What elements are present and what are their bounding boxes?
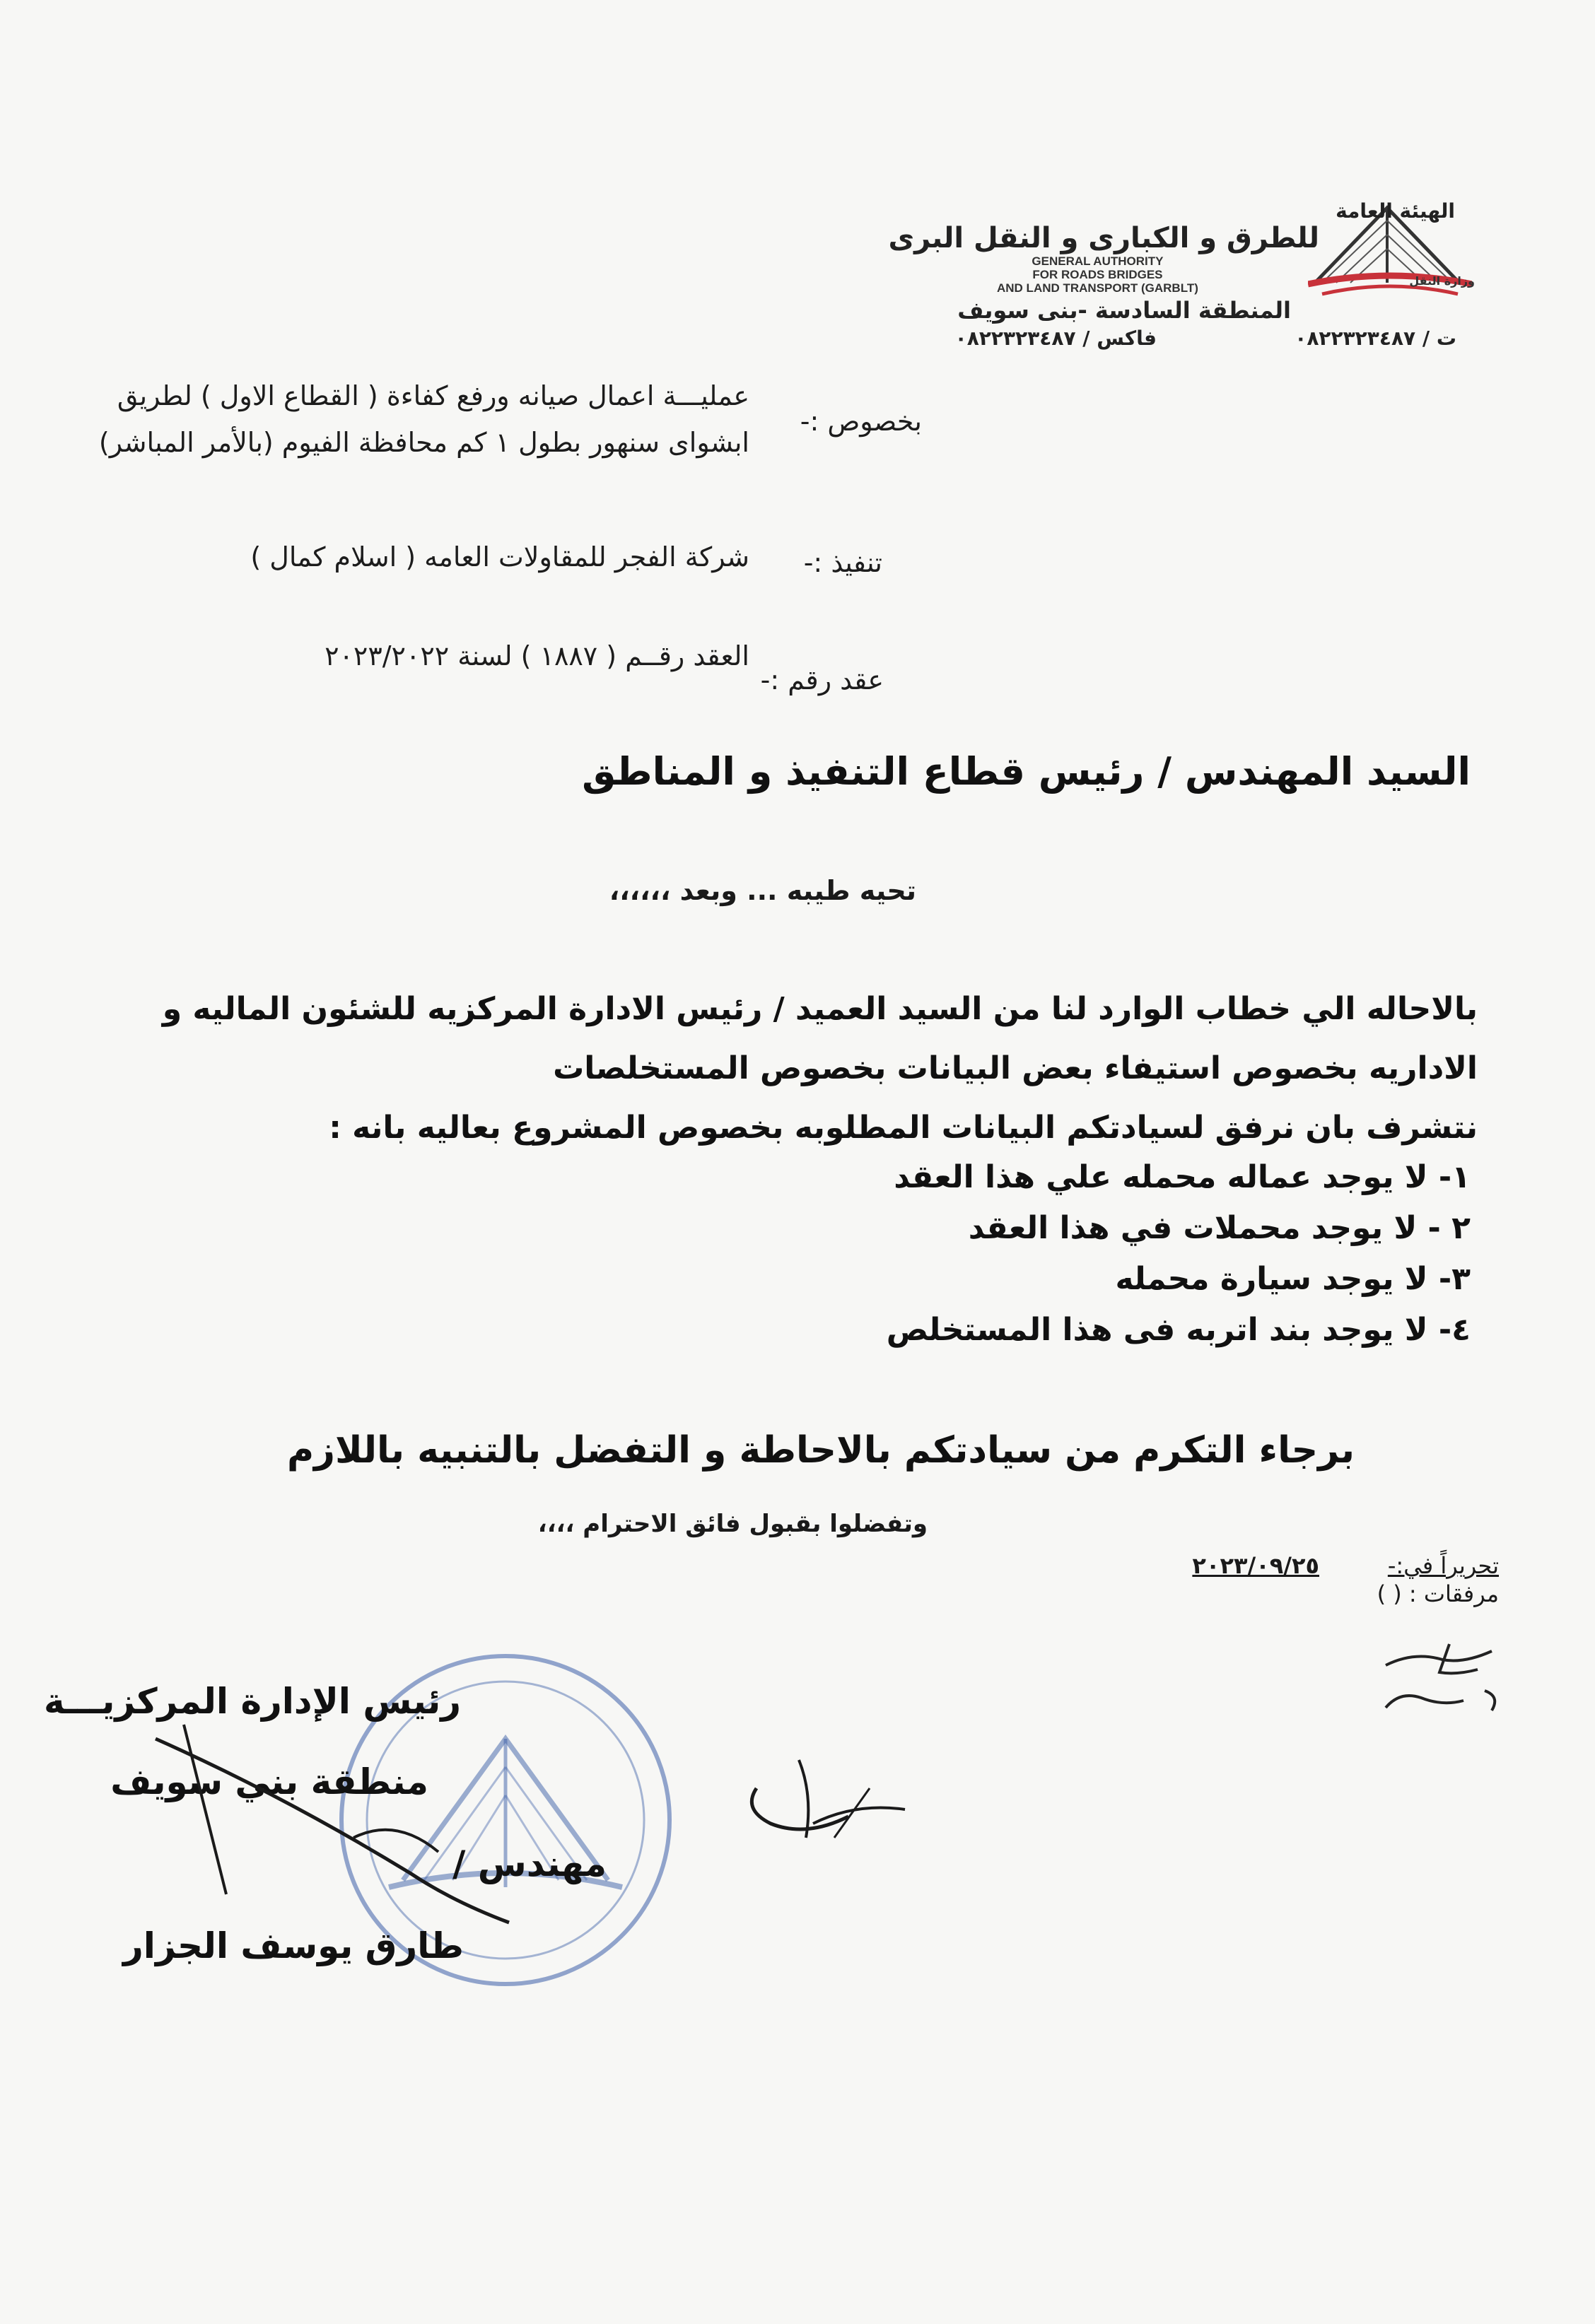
handwritten-signature-middle [728, 1746, 919, 1866]
contract-value: العقد رقــم ( ١٨٨٧ ) لسنة ٢٠٢٣/٢٠٢٢ [325, 640, 749, 671]
phone-number: ت / ٠٨٢٢٣٢٣٤٨٧ [1295, 327, 1456, 350]
authority-en-line1: GENERAL AUTHORITY [1032, 254, 1164, 268]
list-item: ٣- لا يوجد سيارة محمله [1115, 1261, 1471, 1297]
ministry-label: وزارة النقل [1409, 274, 1475, 288]
signature-name: طارق يوسف الجزار [123, 1925, 464, 1966]
paragraph-line2: الاداريه بخصوص استيفاء بعض البيانات بخصوص المستخلصات [553, 1050, 1478, 1086]
signature-title: رئيس الإدارة المركزيـــة [43, 1681, 461, 1722]
subject-line2: ابشواى سنهور بطول ١ كم محافظة الفيوم (بالأمر المباشر) [98, 427, 749, 458]
paragraph-line3: نتشرف بان نرفق لسيادتكم البيانات المطلوبه بخصوص المشروع بعاليه بانه : [329, 1110, 1478, 1146]
greeting: تحيه طيبه ... وبعد ،،،،،، [609, 875, 916, 906]
signature-engineer-label: مهندس / [452, 1843, 607, 1884]
list-item: ١- لا يوجد عماله محمله علي هذا العقد [894, 1159, 1471, 1195]
attachments-label: مرفقات : ( ) [1377, 1580, 1499, 1607]
initials-scribble [1372, 1623, 1506, 1729]
execution-value: شركة الفجر للمقاولات العامه ( اسلام كمال ) [250, 541, 749, 573]
contract-label: عقد رقم :- [760, 664, 884, 696]
authority-name-line1: الهيئة العامة [1336, 199, 1455, 223]
signature-region: منطقة بني سويف [110, 1761, 428, 1802]
salutation: السيد المهندس / رئيس قطاع التنفيذ و المناطق [582, 749, 1471, 794]
region-name: المنطقة السادسة -بنى سويف [957, 297, 1291, 324]
authority-en-line2: FOR ROADS BRIDGES [1032, 268, 1163, 281]
date-value: ٢٠٢٣/٠٩/٢٥ [1192, 1552, 1319, 1579]
date-label: تحريراً في:- [1387, 1552, 1499, 1579]
list-item: ٢ - لا يوجد محملات في هذا العقد [968, 1210, 1471, 1246]
list-item: ٤- لا يوجد بند اتربه فى هذا المستخلص [886, 1312, 1471, 1348]
authority-en-line3: AND LAND TRANSPORT (GARBLT) [997, 281, 1198, 295]
fax-number: فاكس / ٠٨٢٢٣٢٣٤٨٧ [954, 327, 1157, 350]
authority-name-line2: للطرق و الكبارى و النقل البرى [888, 222, 1319, 254]
subject-line1: عمليـــة اعمال صيانه ورفع كفاءة ( القطاع الاول ) لطريق [117, 380, 749, 411]
execution-label: تنفيذ :- [803, 547, 882, 578]
authority-name-english [997, 254, 1198, 295]
subject-label: بخصوص :- [800, 406, 922, 437]
paragraph-line1: بالاحاله الي خطاب الوارد لنا من السيد العميد / رئيس الادارة المركزيه للشئون الماليه و [162, 991, 1478, 1027]
handwritten-signature-main [141, 1710, 537, 1951]
request-line: برجاء التكرم من سيادتكم بالاحاطة و التفضل بالتنبيه باللازم [286, 1429, 1355, 1472]
closing-line: وتفضلوا بقبول فائق الاحترام ،،،، [537, 1510, 928, 1538]
